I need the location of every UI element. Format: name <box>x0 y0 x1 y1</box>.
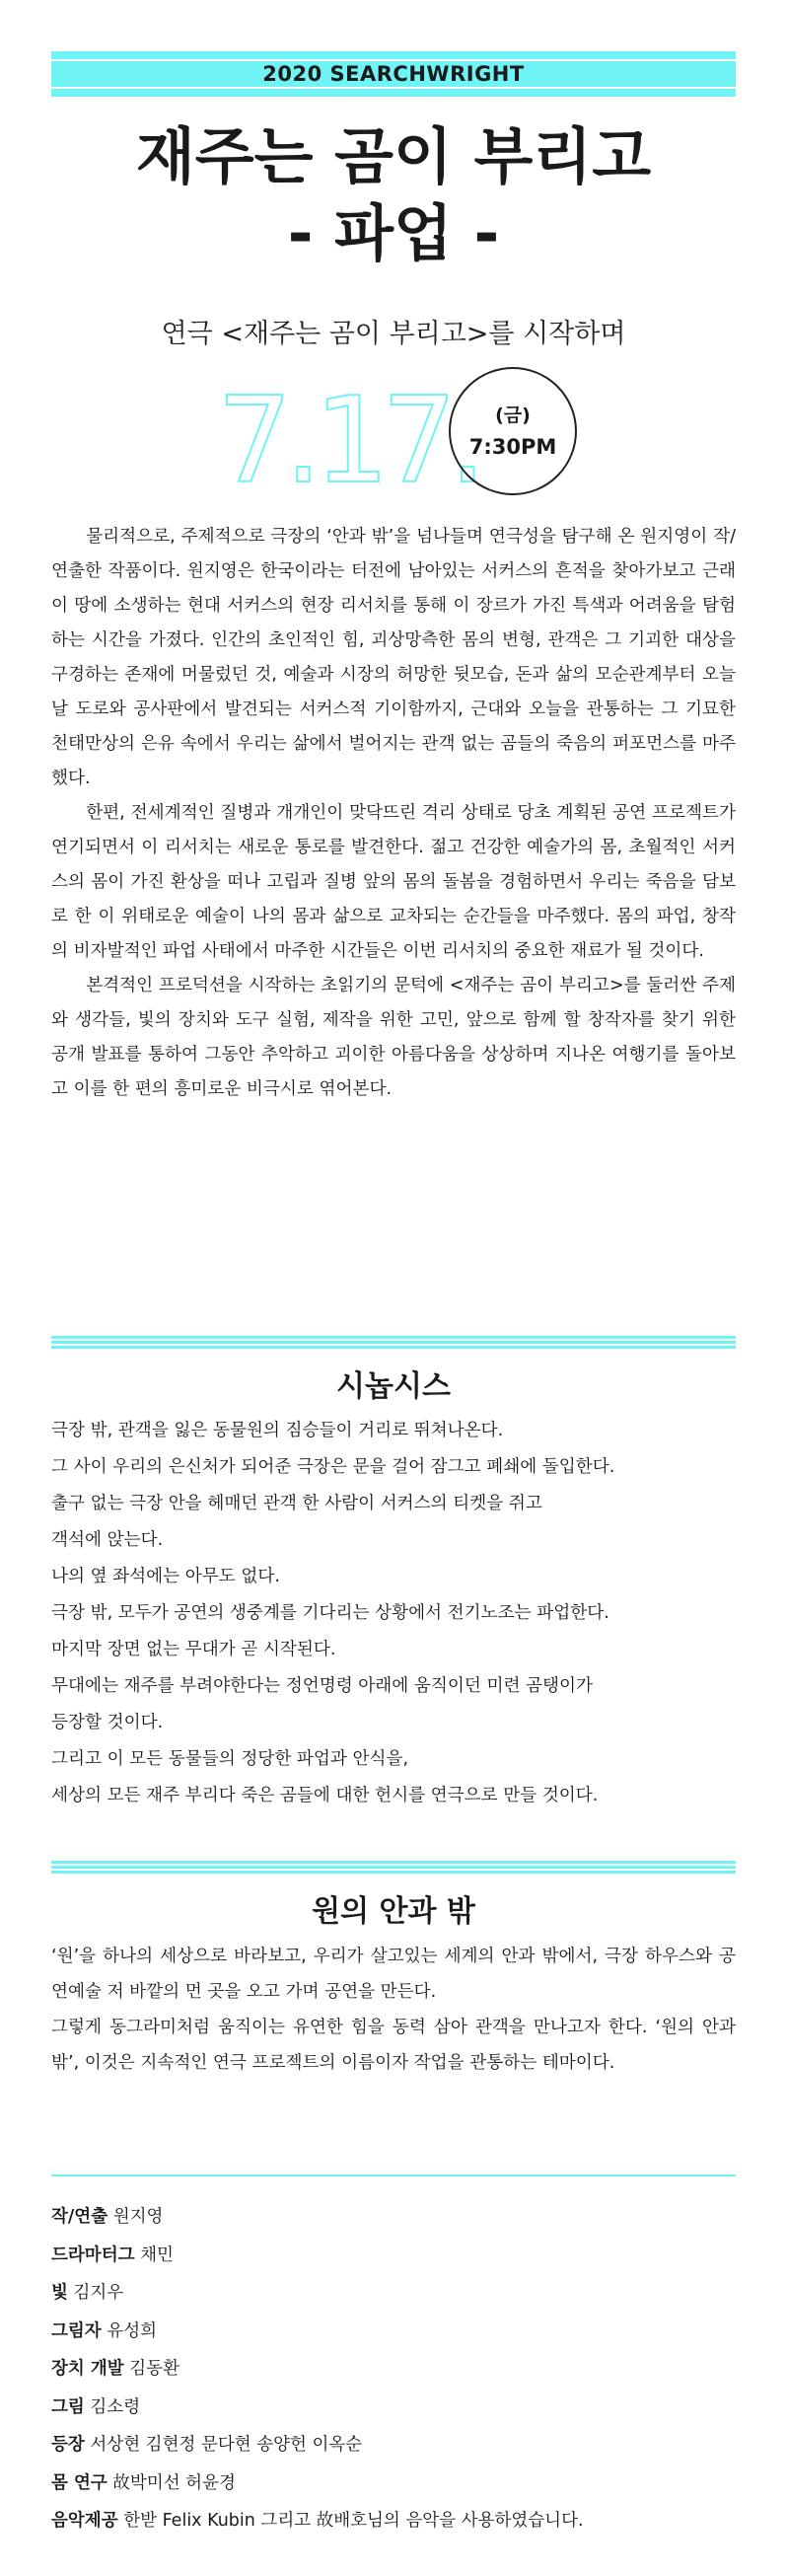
synopsis-line: 등장할 것이다. <box>51 1713 164 1732</box>
credit-row <box>51 2313 736 2351</box>
credit-name: 김소령 <box>90 2396 141 2417</box>
inside-outside-paragraph: ‘원’을 하나의 세상으로 바라보고, 우리가 살고있는 세계의 안과 밖에서, 극장 하우스와 공연예술 저 바깥의 먼 곳을 오고 가며 공연을 만든다. <box>51 1947 736 2002</box>
credit-name: 유성희 <box>107 2320 158 2341</box>
divider-line <box>51 1871 736 1874</box>
credit-name: 김지우 <box>73 2283 124 2303</box>
synopsis-line: 출구 없는 극장 안을 헤매던 관객 한 사람이 서커스의 티켓을 쥐고 <box>51 1494 542 1513</box>
credit-name: 채민 <box>140 2245 174 2265</box>
intro-paragraph: 물리적으로, 주제적으로 극장의 ‘안과 밖’을 넘나들며 연극성을 탐구해 온 원지영이 작/연출한 작품이다. 원지영은 한국이라는 터전에 남아있는 서커스의 흔적을 찾아가보고 근래 이 땅에 소생하는 현대 서커스의 현장 리서치를 통해 이 장르가 가진 특색과 어려움을 탐험하는 시간을 가졌다. 인간의 초인적인 힘, 괴상망측한 몸의 변형, 관객은 그 기괴한 대상을 구경하는 존재에 머물렀던 것, 예술과 시장의 허망한 뒷모습, 돈과 삶의 모순관계부터 오늘날 도로와 공사판에서 발견되는 서커스적 기이함까지, 근대와 오늘을 관통하는 그 기묘한 천태만상의 은유 속에서 우리는 삶에서 벌어지는 관객 없는 곰들의 죽음의 퍼포먼스를 마주했다. <box>51 527 736 788</box>
divider-line <box>51 1346 736 1349</box>
credit-role: 장치 개발 <box>51 2359 124 2379</box>
credit-name: 김동환 <box>129 2359 180 2379</box>
credit-role: 드라마터그 <box>51 2245 135 2265</box>
inside-outside-paragraph: 그렇게 동그라미처럼 움직이는 유연한 힘을 동력 삼아 관객을 만나고자 한다. ‘원의 안과 밖’, 이것은 지속적인 연극 프로젝트의 이름이자 작업을 관통하는 테마이다. <box>51 2018 736 2073</box>
divider-line <box>51 1861 736 1864</box>
time-badge <box>449 367 577 495</box>
credit-name: 원지영 <box>112 2207 164 2227</box>
section-divider <box>51 1861 736 1875</box>
credit-row <box>51 2274 736 2313</box>
credit-name: 故박미선 허윤경 <box>112 2472 236 2493</box>
subtitle: 연극 <재주는 곰이 부리고>를 시작하며 <box>161 319 626 349</box>
credit-role: 빛 <box>51 2283 68 2303</box>
credit-role: 그림 <box>51 2396 85 2417</box>
credit-row <box>51 2502 736 2540</box>
divider-line <box>51 1341 736 1344</box>
section-divider <box>51 1336 736 1350</box>
title-line-1: 재주는 곰이 부리고 <box>135 120 652 192</box>
header-banner <box>51 51 736 97</box>
credit-role: 그림자 <box>51 2320 102 2341</box>
credit-name: 한받 Felix Kubin 그리고 故배호님의 음악을 사용하였습니다. <box>123 2511 584 2531</box>
synopsis-line: 나의 옆 좌석에는 아무도 없다. <box>51 1567 280 1586</box>
start-time: 7:30PM <box>468 435 557 459</box>
synopsis-title: 시놉시스 <box>336 1369 451 1404</box>
credit-row <box>51 2465 736 2503</box>
credit-row <box>51 2389 736 2427</box>
synopsis-text <box>51 1413 736 1814</box>
synopsis-line: 그 사이 우리의 은신처가 되어준 극장은 문을 걸어 잠그고 폐쇄에 돌입한다. <box>51 1457 615 1477</box>
credits-divider <box>51 2174 736 2176</box>
inside-outside-text <box>51 1939 736 2081</box>
synopsis-line: 객석에 앉는다. <box>51 1530 164 1550</box>
performance-date <box>217 373 479 510</box>
credit-row <box>51 2198 736 2237</box>
title-line-2: - 파업 - <box>287 197 500 269</box>
synopsis-line: 극장 밖, 모두가 공연의 생중계를 기다리는 상황에서 전기노조는 파업한다. <box>51 1603 609 1623</box>
credit-role: 몸 연구 <box>51 2472 107 2493</box>
credit-row <box>51 2350 736 2389</box>
credit-row <box>51 2237 736 2275</box>
credit-role: 작/연출 <box>51 2207 108 2227</box>
credit-row <box>51 2426 736 2465</box>
synopsis-line: 그리고 이 모든 동물들의 정당한 파업과 안식을, <box>51 1749 409 1769</box>
credits-list <box>51 2198 736 2540</box>
inside-outside-title: 원의 안과 밖 <box>312 1894 475 1929</box>
intro-paragraph: 본격적인 프로덕션을 시작하는 초읽기의 문턱에 <재주는 곰이 부리고>를 둘러싼 주제와 생각들, 빛의 장치와 도구 실험, 제작을 위한 고민, 앞으로 함께 할 창작자를 찾기 위한 공개 발표를 통하여 그동안 추악하고 괴이한 아름다움을 상상하며 지나온 여행기를 돌아보고 이를 한 편의 흥미로운 비극시로 엮어본다. <box>51 976 736 1099</box>
credit-name: 서상현 김현정 문다현 송양헌 이옥순 <box>90 2435 363 2455</box>
synopsis-line: 극장 밖, 관객을 잃은 동물원의 짐승들이 거리로 뛰쳐나온다. <box>51 1421 504 1440</box>
divider-line <box>51 1866 736 1869</box>
banner-text: 2020 SEARCHWRIGHT <box>262 62 525 86</box>
divider-line <box>51 1336 736 1339</box>
synopsis-line: 마지막 장면 없는 무대가 곧 시작된다. <box>51 1640 336 1659</box>
synopsis-line: 세상의 모든 재주 부리다 죽은 곰들에 대한 헌시를 연극으로 만들 것이다. <box>51 1786 599 1805</box>
credit-role: 등장 <box>51 2435 85 2455</box>
credit-role: 음악제공 <box>51 2511 118 2531</box>
intro-text <box>51 520 736 1107</box>
day-of-week: (금) <box>495 405 531 426</box>
intro-paragraph: 한편, 전세계적인 질병과 개개인이 맞닥뜨린 격리 상태로 당초 계획된 공연 프로젝트가 연기되면서 이 리서치는 새로운 통로를 발견한다. 젊고 건강한 예술가의 몸, 초월적인 서커스의 몸이 가진 환상을 떠나 고립과 질병 앞의 몸의 돌봄을 경험하면서 우리는 죽음을 담보로 한 이 위태로운 예술이 나의 몸과 삶으로 교차되는 순간들을 마주했다. 몸의 파업, 창작의 비자발적인 파업 사태에서 마주한 시간들은 이번 리서치의 중요한 재료가 될 것이다. <box>51 803 736 961</box>
date-text: 7.17. <box>217 373 479 510</box>
synopsis-line: 무대에는 재주를 부려야한다는 정언명령 아래에 움직이던 미련 곰탱이가 <box>51 1676 594 1696</box>
